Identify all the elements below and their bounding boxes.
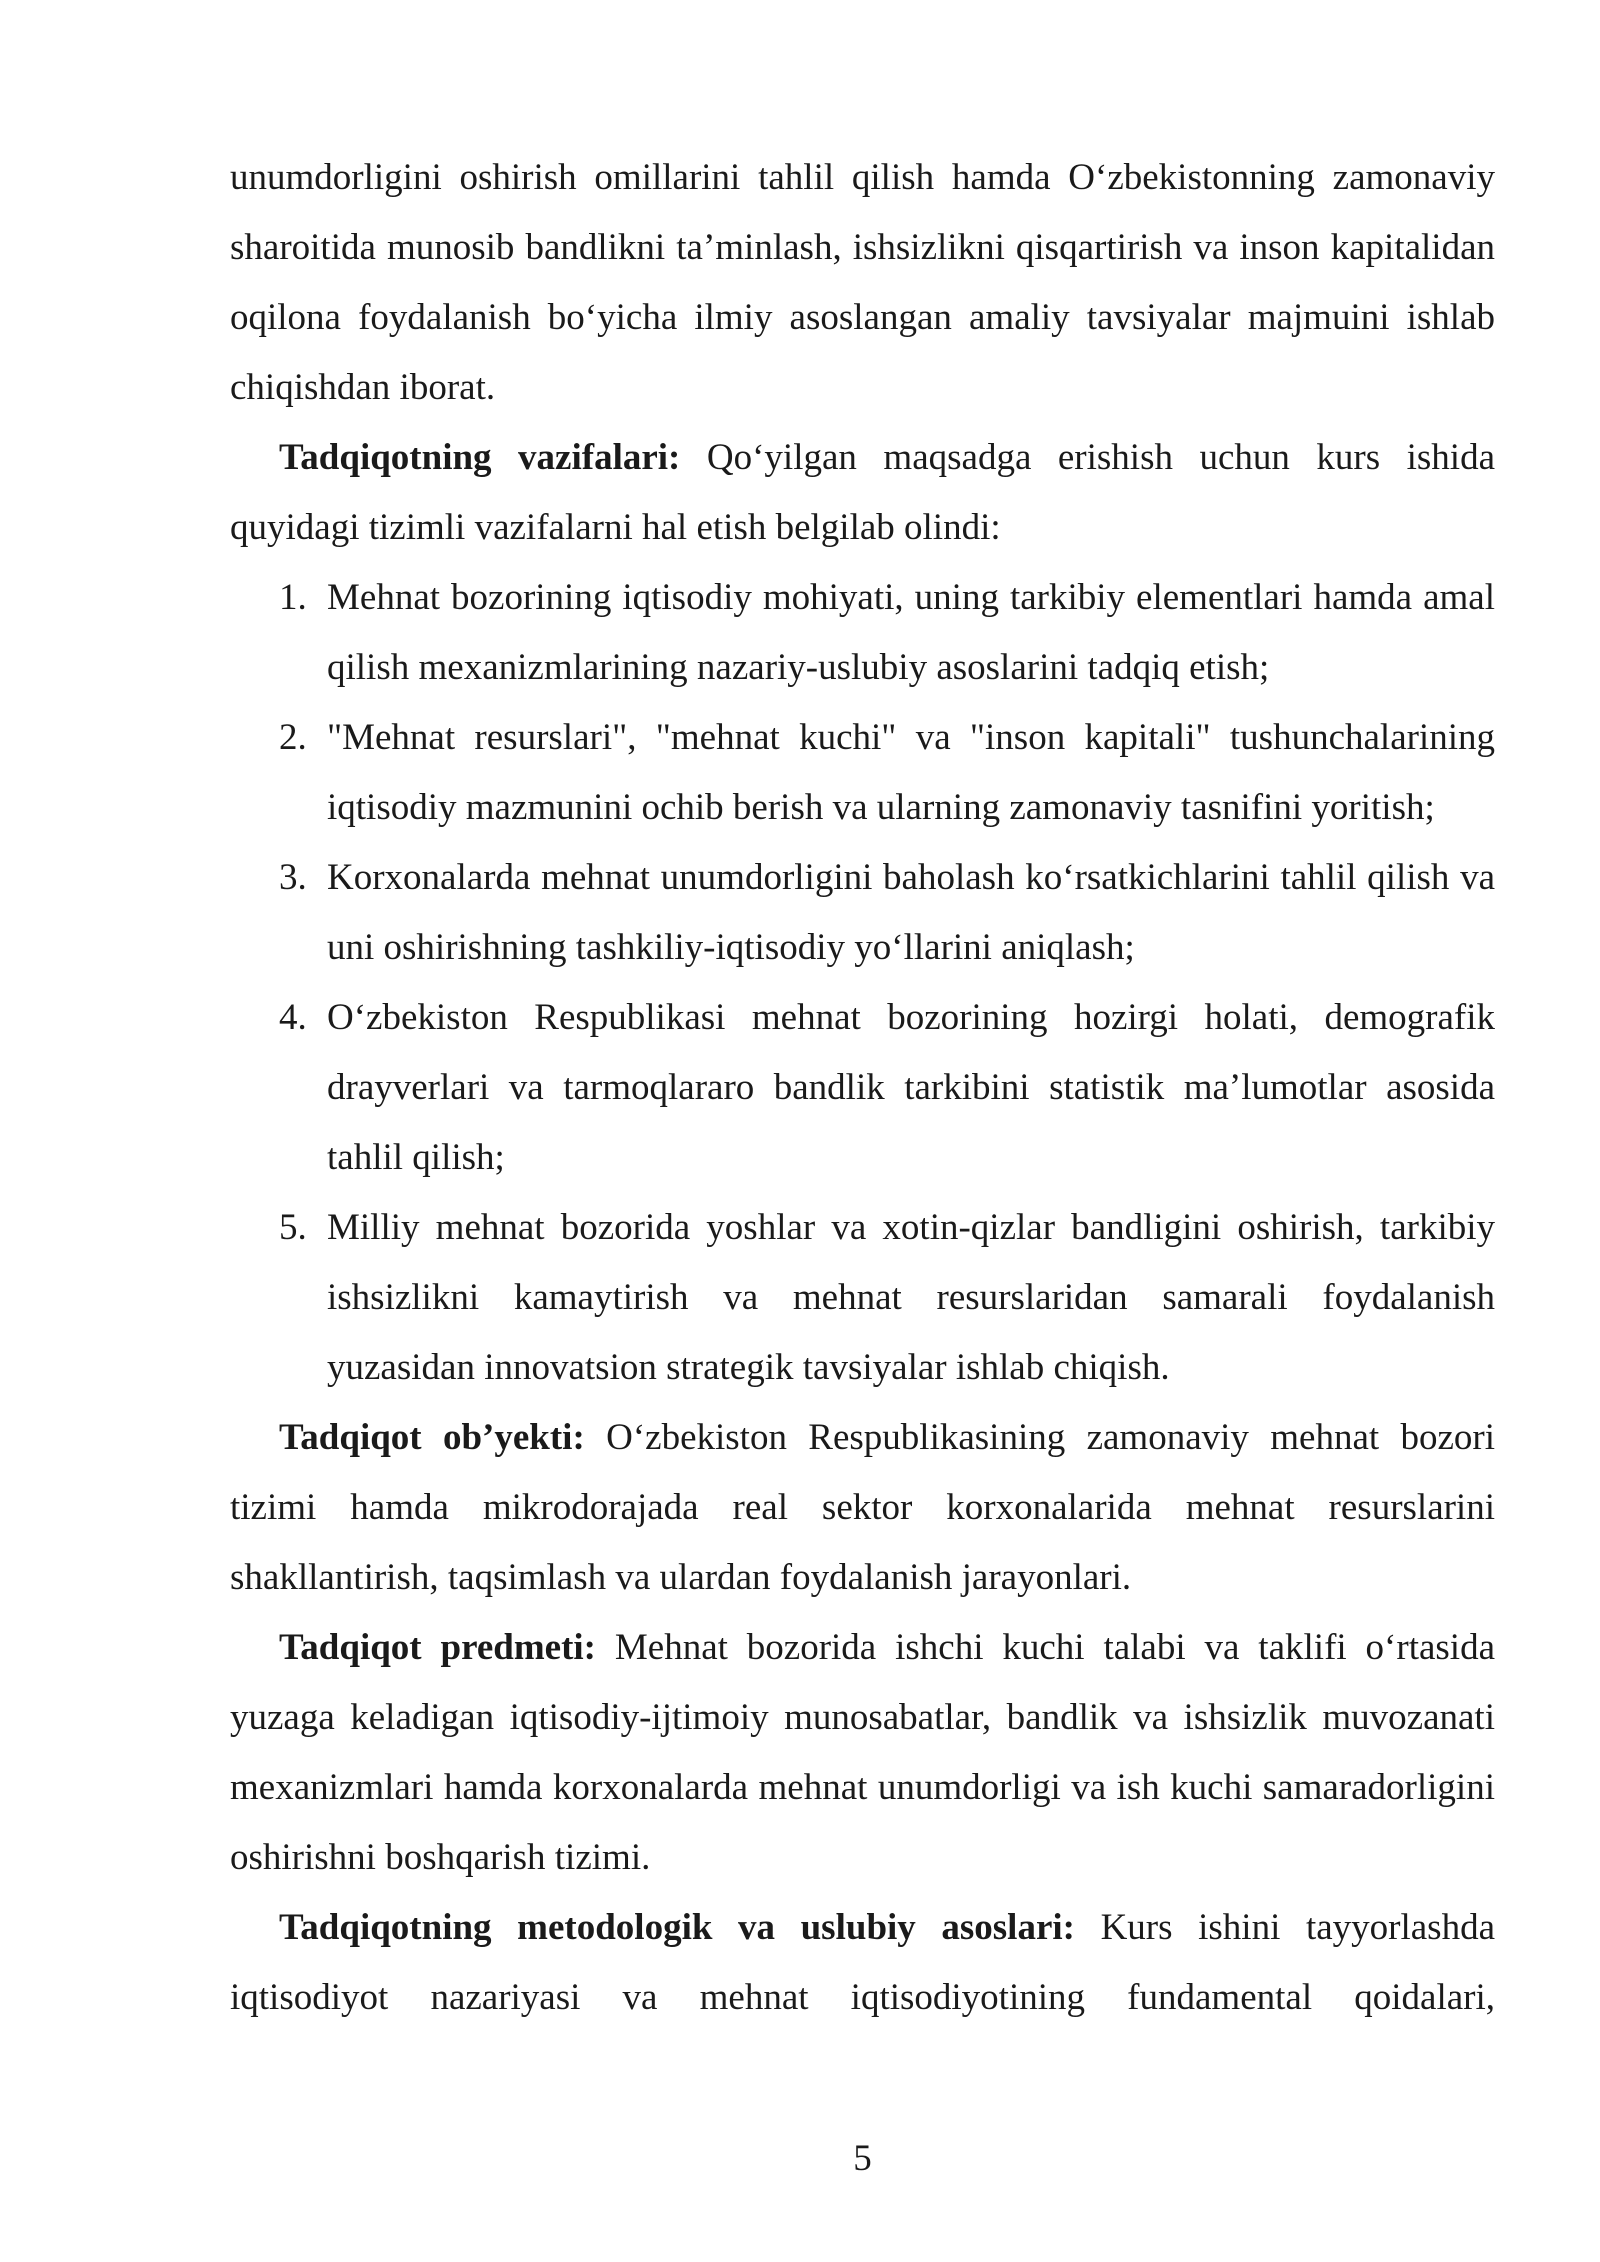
methodology-paragraph (230, 1893, 1495, 2033)
intro-continuation-paragraph: unumdorligini oshirish omillarini tahlil qilish hamda O‘zbekistonning zamonaviy sharoitida munosib bandlikni ta’minlash, ishsizlikni qisqartirish va inson kapitalidan oqilona foydalanish bo‘yicha ilmiy asoslangan amaliy tavsiyalar majmuini ishlab chiqishdan iborat. (230, 157, 1495, 408)
task-list (230, 563, 1495, 1403)
methodology-text: Kurs ishini tayyorlashda iqtisodiyot nazariyasi va mehnat iqtisodiyotining fundamental qoidalari, (230, 1907, 1496, 2018)
list-item-text: "Mehnat resurslari", "mehnat kuchi" va "inson kapitali" tushunchalarining iqtisodiy mazmunini ochib berish va ularning zamonaviy tasnifini yoritish; (327, 717, 1495, 828)
list-item-text: Milliy mehnat bozorida yoshlar va xotin-qizlar bandligini oshirish, tarkibiy ishsizlikni kamaytirish va mehnat resurslaridan samarali foydalanish yuzasidan innovatsion strategik tavsiyalar ishlab chiqish. (327, 1207, 1495, 1388)
list-item (230, 983, 1495, 1193)
list-item (230, 563, 1495, 703)
list-item-text: Korxonalarda mehnat unumdorligini baholash ko‘rsatkichlarini tahlil qilish va uni oshirishning tashkiliy-iqtisodiy yo‘llarini aniqlash; (327, 857, 1495, 968)
object-text: O‘zbekiston Respublikasining zamonaviy mehnat bozori tizimi hamda mikrodorajada real sektor korxonalarida mehnat resurslarini shakllantirish, taqsimlash va ulardan foydalanish jarayonlari. (230, 1417, 1496, 1598)
list-item-text: Mehnat bozorining iqtisodiy mohiyati, uning tarkibiy elementlari hamda amal qilish mexanizmlarining nazariy-uslubiy asoslarini tadqiq etish; (327, 577, 1495, 688)
tasks-text: Qo‘yilgan maqsadga erishish uchun kurs ishida quyidagi tizimli vazifalarni hal etish belgilab olindi: (230, 437, 1495, 548)
page-number: 5 (853, 2138, 872, 2179)
list-item-number: 5. (279, 1207, 307, 1248)
subject-paragraph (230, 1613, 1495, 1893)
list-item-number: 2. (279, 717, 307, 758)
list-item (230, 843, 1495, 983)
list-item (230, 1193, 1495, 1403)
tasks-paragraph (230, 423, 1495, 563)
tasks-heading: Tadqiqotning vazifalari: (279, 437, 681, 478)
subject-text: Mehnat bozorida ishchi kuchi talabi va taklifi o‘rtasida yuzaga keladigan iqtisodiy-ijtimoiy munosabatlar, bandlik va ishsizlik muvozanati mexanizmlari hamda korxonalarda mehnat unumdorligi va ish kuchi samaradorligini oshirishni boshqarish tizimi. (230, 1627, 1495, 1878)
subject-heading: Tadqiqot predmeti: (279, 1627, 596, 1668)
list-item-number: 3. (279, 857, 307, 898)
methodology-heading: Tadqiqotning metodologik va uslubiy asoslari: (279, 1907, 1075, 1948)
object-heading: Tadqiqot ob’yekti: (279, 1417, 585, 1458)
list-item-text: O‘zbekiston Respublikasi mehnat bozorining hozirgi holati, demografik drayverlari va tarmoqlararo bandlik tarkibini statistik ma’lumotlar asosida tahlil qilish; (327, 997, 1495, 1178)
object-paragraph (230, 1403, 1495, 1613)
list-item (230, 703, 1495, 843)
list-item-number: 1. (279, 577, 307, 618)
list-item-number: 4. (279, 997, 307, 1038)
document-page (230, 143, 1495, 2033)
